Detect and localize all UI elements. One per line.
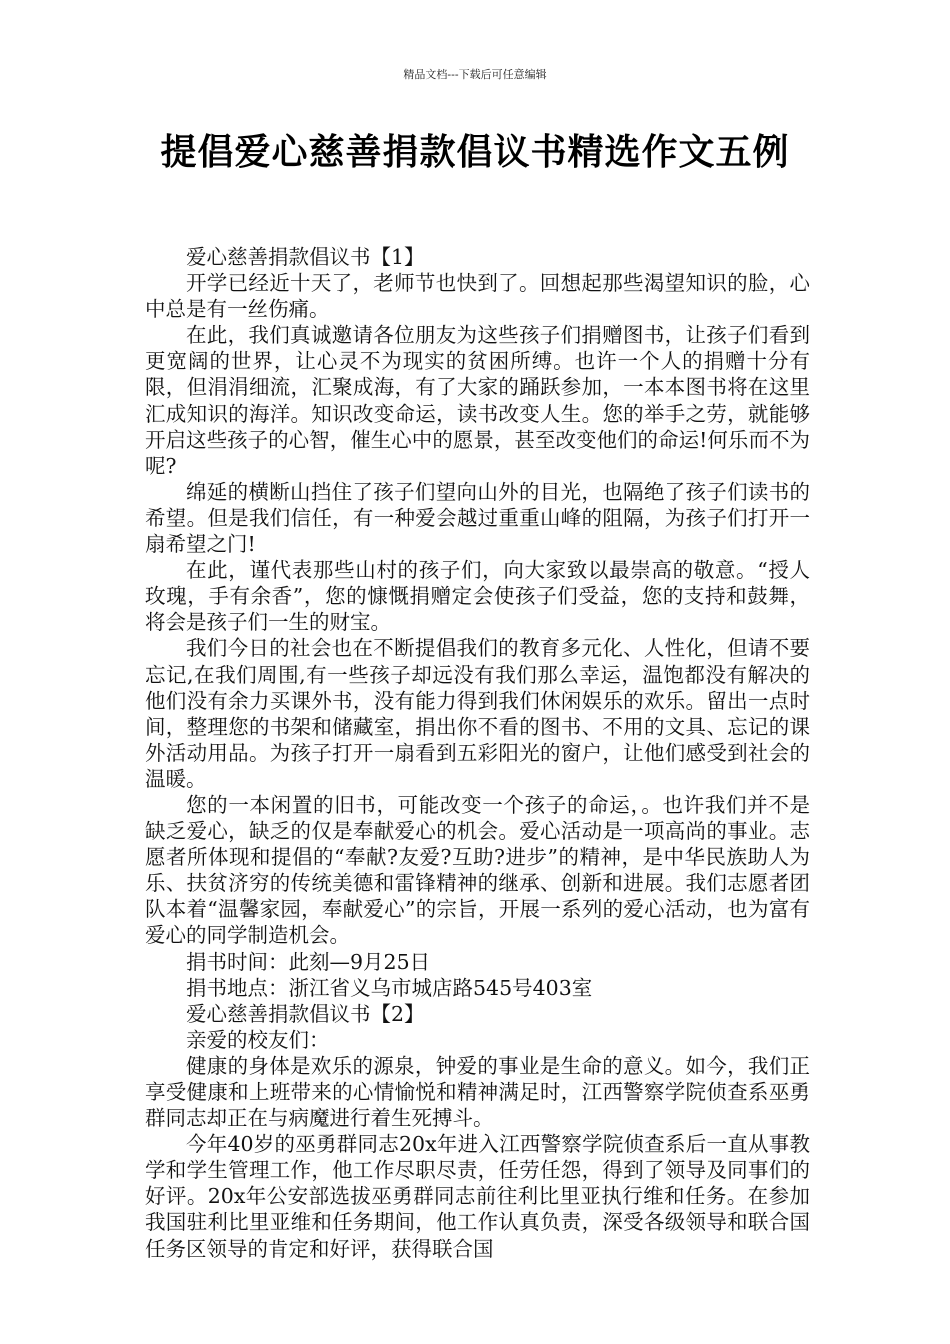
- paragraph: 您的一本闲置的旧书，可能改变一个孩子的命运，。也许我们并不是缺乏爱心，缺乏的仅是奉献爱心的机会。爱心活动是一项高尚的事业。志愿者所体现和提倡的“奉献?友爱?互助?进步”的精神，是中华民族助人为乐、扶贫济穷的传统美德和雷锋精神的继承、创新和进展。我们志愿者团队本着“温馨家园，奉献爱心”的宗旨，开展一系列的爱心活动，也为富有爱心的同学制造机会。: [145, 792, 810, 948]
- section-heading-2: 爱心慈善捐款倡议书【2】: [186, 1001, 425, 1026]
- document-body: [145, 244, 810, 1262]
- donation-time: 捐书时间：此刻—9月25日: [186, 949, 431, 974]
- document-title: 提倡爱心慈善捐款倡议书精选作文五例: [160, 131, 790, 173]
- header-note: 精品文档---下载后可任意编辑: [403, 68, 547, 81]
- paragraph: 今年40岁的巫勇群同志20x年进入江西警察学院侦查系后一直从事教学和学生管理工作，他工作尽职尽责，任劳任怨，得到了领导及同事们的好评。20x年公安部选拔巫勇群同志前往利比里亚执行维和任务。在参加我国驻利比里亚维和任务期间，他工作认真负责，深受各级领导和联合国任务区领导的肯定和好评，获得联合国: [145, 1132, 810, 1261]
- paragraph: 健康的身体是欢乐的源泉，钟爱的事业是生命的意义。如今，我们正享受健康和上班带来的心情愉悦和精神满足时，江西警察学院侦查系巫勇群同志却正在与病魔进行着生死搏斗。: [145, 1053, 810, 1131]
- paragraph: 开学已经近十天了，老师节也快到了。回想起那些渴望知识的脸，心中总是有一丝伤痛。: [145, 271, 810, 322]
- donation-location: 捐书地点：浙江省义乌市城店路545号403室: [186, 975, 593, 1000]
- paragraph: 在此，谨代表那些山村的孩子们，向大家致以最崇高的敬意。“授人玫瑰，手有余香”，您的慷慨捐赠定会使孩子们受益，您的支持和鼓舞，将会是孩子们一生的财宝。: [145, 558, 810, 635]
- paragraph: 在此，我们真诚邀请各位朋友为这些孩子们捐赠图书，让孩子们看到更宽阔的世界，让心灵不为现实的贫困所缚。也许一个人的捐赠十分有限，但涓涓细流，汇聚成海，有了大家的踊跃参加，一本本图书将在这里汇成知识的海洋。知识改变命运，读书改变人生。您的举手之劳，就能够开启这些孩子的心智，催生心中的愿景，甚至改变他们的命运!何乐而不为呢?: [145, 323, 810, 478]
- paragraph: 我们今日的社会也在不断提倡我们的教育多元化、人性化，但请不要忘记,在我们周围,有一些孩子却远没有我们那么幸运，温饱都没有解决的他们没有余力买课外书，没有能力得到我们休闲娱乐的欢乐。留出一点时间，整理您的书架和储藏室，捐出你不看的图书、不用的文具、忘记的课外活动用品。为孩子打开一扇看到五彩阳光的窗户，让他们感受到社会的温暖。: [145, 636, 810, 791]
- section-heading-1: 爱心慈善捐款倡议书【1】: [186, 245, 425, 269]
- paragraph: 绵延的横断山挡住了孩子们望向山外的目光，也隔绝了孩子们读书的希望。但是我们信任，有一种爱会越过重重山峰的阻隔，为孩子们打开一扇希望之门!: [145, 479, 810, 557]
- salutation: 亲爱的校友们：: [186, 1027, 330, 1052]
